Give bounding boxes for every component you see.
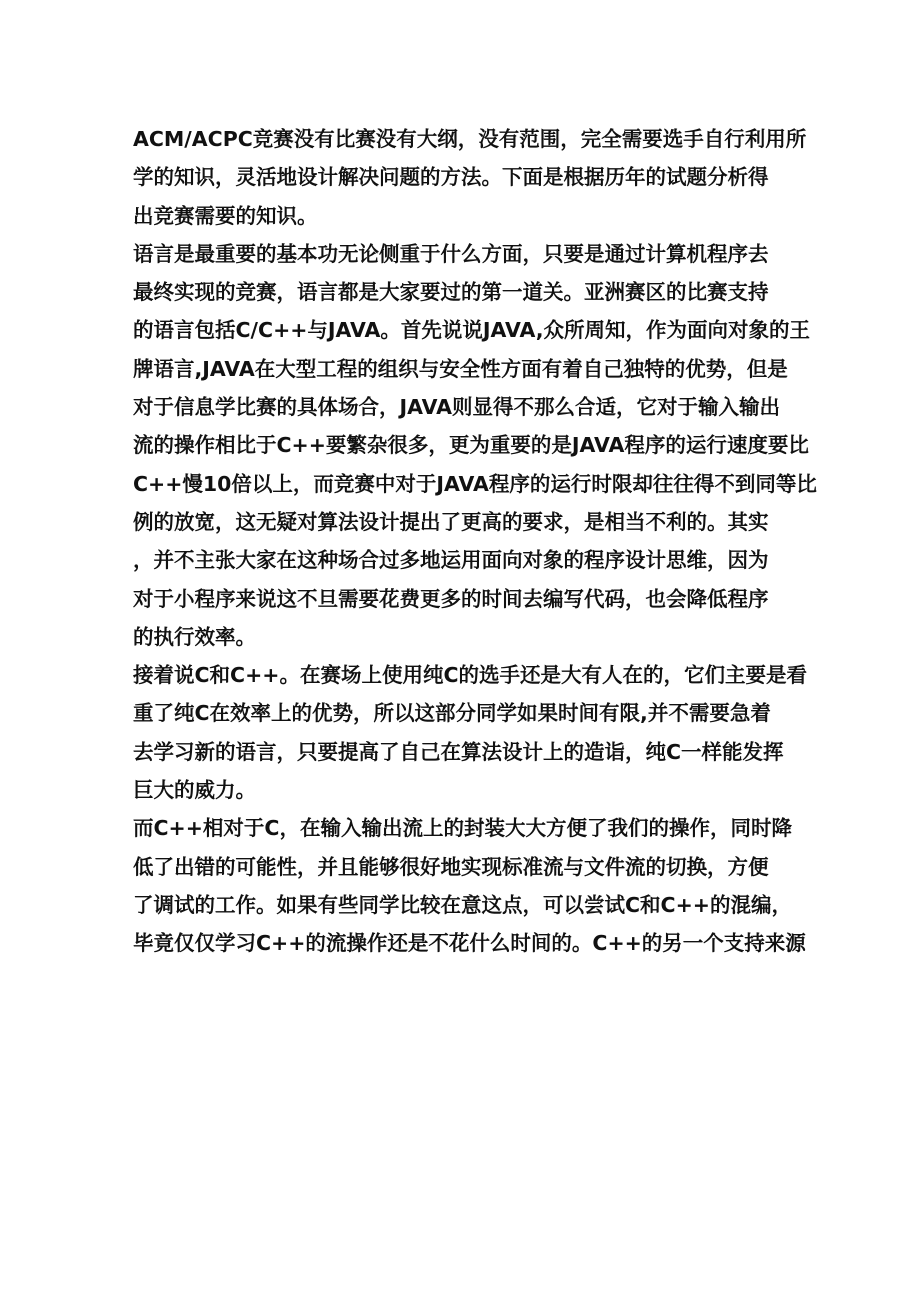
- text-line: 的语言包括C/C++与JAVA。首先说说JAVA,众所周知，作为面向对象的王: [133, 318, 810, 343]
- text-line: 流的操作相比于C++要繁杂很多，更为重要的是JAVA程序的运行速度要比: [133, 433, 809, 458]
- text-line: 低了出错的可能性，并且能够很好地实现标准流与文件流的切换，方便: [133, 854, 769, 879]
- text-line: ACM/ACPC竞赛没有比赛没有大纲，没有范围，完全需要选手自行利用所: [133, 127, 807, 151]
- paragraph: [133, 809, 806, 962]
- text-line: 毕竟仅仅学习C++的流操作还是不花什么时间的。C++的另一个支持来源: [133, 931, 806, 956]
- paragraph: [133, 120, 807, 235]
- text-line: 对于信息学比赛的具体场合，JAVA则显得不那么合适，它对于输入输出: [133, 395, 780, 420]
- text-line: 去学习新的语言，只要提高了自己在算法设计上的造诣，纯C一样能发挥: [133, 739, 784, 764]
- text-line: 牌语言,JAVA在大型工程的组织与安全性方面有着自己独特的优势，但是: [133, 356, 788, 381]
- text-line: 出竞赛需要的知识。: [133, 203, 318, 228]
- text-line: 对于小程序来说这不旦需要花费更多的时间去编写代码，也会降低程序: [133, 586, 769, 611]
- text-line: 了调试的工作。如果有些同学比较在意这点，可以尝试C和C++的混编，: [133, 892, 792, 917]
- text-line: C++慢10倍以上，而竞赛中对于JAVA程序的运行时限却往往得不到同等比: [133, 471, 817, 496]
- text-line: 最终实现的竞赛，语言都是大家要过的第一道关。亚洲赛区的比赛支持: [133, 280, 769, 305]
- text-line: 的执行效率。: [133, 624, 256, 649]
- text-line: 语言是最重要的基本功无论侧重于什么方面，只要是通过计算机程序去: [133, 241, 769, 266]
- text-line: 重了纯C在效率上的优势，所以这部分同学如果时间有限,并不需要急着: [133, 701, 771, 726]
- text-line: 而C++相对于C，在输入输出流上的封装大大方便了我们的操作，同时降: [133, 816, 792, 841]
- text-line: ，并不主张大家在这种场合过多地运用面向对象的程序设计思维，因为: [133, 548, 769, 573]
- paragraph: [133, 656, 807, 809]
- text-line: 例的放宽，这无疑对算法设计提出了更高的要求，是相当不利的。其实: [133, 509, 769, 534]
- text-line: 学的知识，灵活地设计解决问题的方法。下面是根据历年的试题分析得: [133, 165, 769, 190]
- document-body: [133, 120, 817, 963]
- text-line: 巨大的威力。: [133, 778, 256, 803]
- text-line: 接着说C和C++。在赛场上使用纯C的选手还是大有人在的，它们主要是看: [133, 663, 807, 688]
- paragraph: [133, 235, 817, 656]
